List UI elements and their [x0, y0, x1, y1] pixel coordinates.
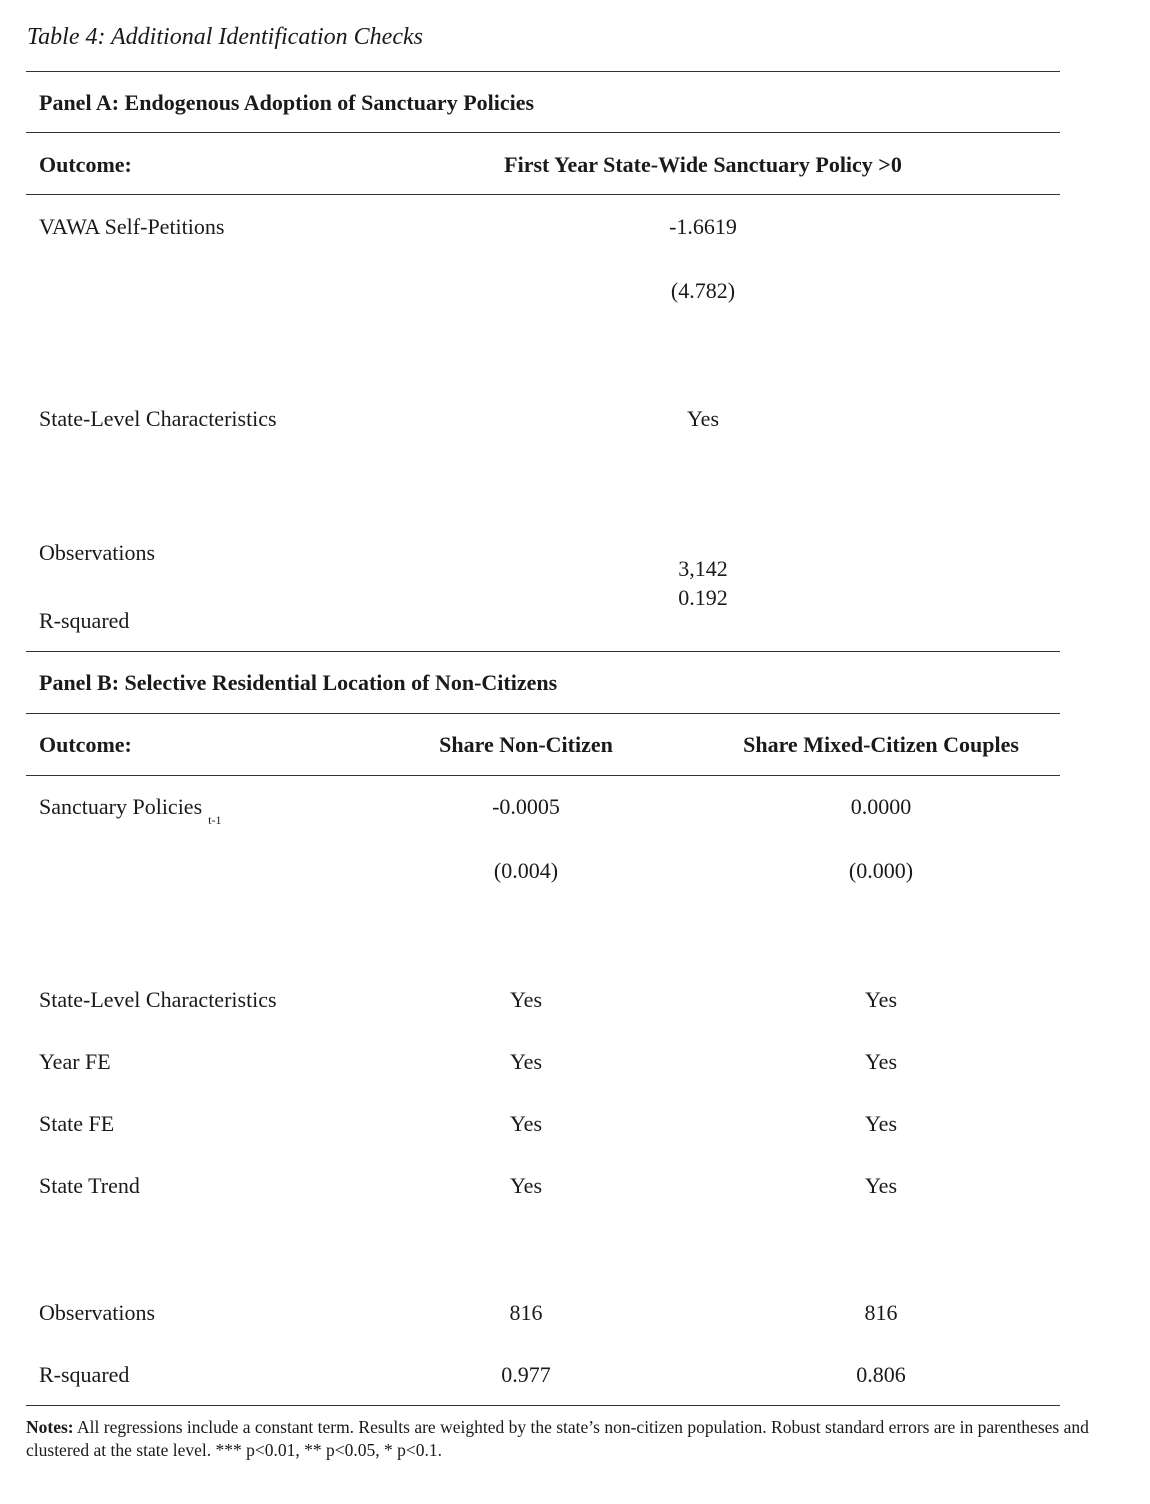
sanctuary-label	[39, 794, 222, 827]
sanctuary-se-c1: (0.004)	[493, 858, 559, 883]
state-trend-c1: Yes	[509, 1173, 543, 1198]
sanctuary-coef-c1: -0.0005	[492, 794, 560, 819]
year-fe-label: Year FE	[39, 1049, 111, 1074]
sanctuary-label-text: Sanctuary Policies	[39, 794, 203, 819]
panel-b-state-char-c2: Yes	[864, 987, 898, 1012]
panel-b-col1-header: Share Non-Citizen	[439, 732, 613, 757]
panel-b-r2-c1: 0.977	[501, 1362, 551, 1387]
panel-a-r2-label: R-squared	[39, 608, 130, 633]
panel-b-obs-label: Observations	[39, 1300, 156, 1325]
rule-bottom	[26, 1405, 1060, 1406]
rule-panel-b-top	[26, 651, 1060, 652]
panel-b-state-char-label: State-Level Characteristics	[39, 987, 277, 1012]
sanctuary-coef-c2: 0.0000	[850, 794, 912, 819]
panel-a-r2-val: 0.192	[678, 585, 728, 610]
rule-panel-a-heading	[26, 132, 1060, 133]
vawa-coef: -1.6619	[669, 214, 737, 239]
state-trend-c2: Yes	[864, 1173, 898, 1198]
rule-panel-a-header	[26, 194, 1060, 195]
panel-b-r2-c2: 0.806	[856, 1362, 906, 1387]
panel-a-state-char-val: Yes	[686, 406, 720, 431]
panel-a-outcome-label: Outcome:	[39, 152, 132, 177]
panel-b-r2-label: R-squared	[39, 1362, 130, 1387]
rule-top	[26, 71, 1060, 72]
state-trend-label: State Trend	[39, 1173, 140, 1198]
panel-a-obs-val: 3,142	[678, 556, 728, 581]
panel-b-obs-c2: 816	[864, 1300, 898, 1325]
panel-b-heading: Panel B: Selective Residential Location of Non-Citizens	[39, 670, 558, 695]
table-title: Table 4: Additional Identification Checks	[27, 24, 423, 50]
vawa-label: VAWA Self-Petitions	[39, 214, 225, 239]
panel-a-heading: Panel A: Endogenous Adoption of Sanctuary Policies	[39, 90, 535, 115]
panel-a-obs-label: Observations	[39, 540, 156, 565]
vawa-se: (4.782)	[670, 278, 736, 303]
panel-a-state-char-label: State-Level Characteristics	[39, 406, 277, 431]
year-fe-c1: Yes	[509, 1049, 543, 1074]
state-fe-c2: Yes	[864, 1111, 898, 1136]
panel-b-outcome-label: Outcome:	[39, 732, 132, 757]
state-fe-label: State FE	[39, 1111, 115, 1136]
table-notes	[26, 1416, 1126, 1462]
panel-b-obs-c1: 816	[509, 1300, 543, 1325]
panel-b-state-char-c1: Yes	[509, 987, 543, 1012]
sanctuary-se-c2: (0.000)	[848, 858, 914, 883]
notes-text: All regressions include a constant term. Results are weighted by the state’s non-citizen population. Robust standard errors are in parentheses and clustered at the state level. *** p<0.01, ** p<0.05, * p<0.1.	[26, 1417, 1089, 1460]
rule-panel-b-header	[26, 775, 1060, 776]
panel-a-col1-header: First Year State-Wide Sanctuary Policy >0	[504, 152, 902, 177]
year-fe-c2: Yes	[864, 1049, 898, 1074]
state-fe-c1: Yes	[509, 1111, 543, 1136]
panel-b-col2-header: Share Mixed-Citizen Couples	[743, 732, 1019, 757]
notes-label: Notes:	[26, 1417, 74, 1437]
sanctuary-label-subscript: t-1	[208, 813, 222, 827]
rule-panel-b-heading	[26, 713, 1060, 714]
